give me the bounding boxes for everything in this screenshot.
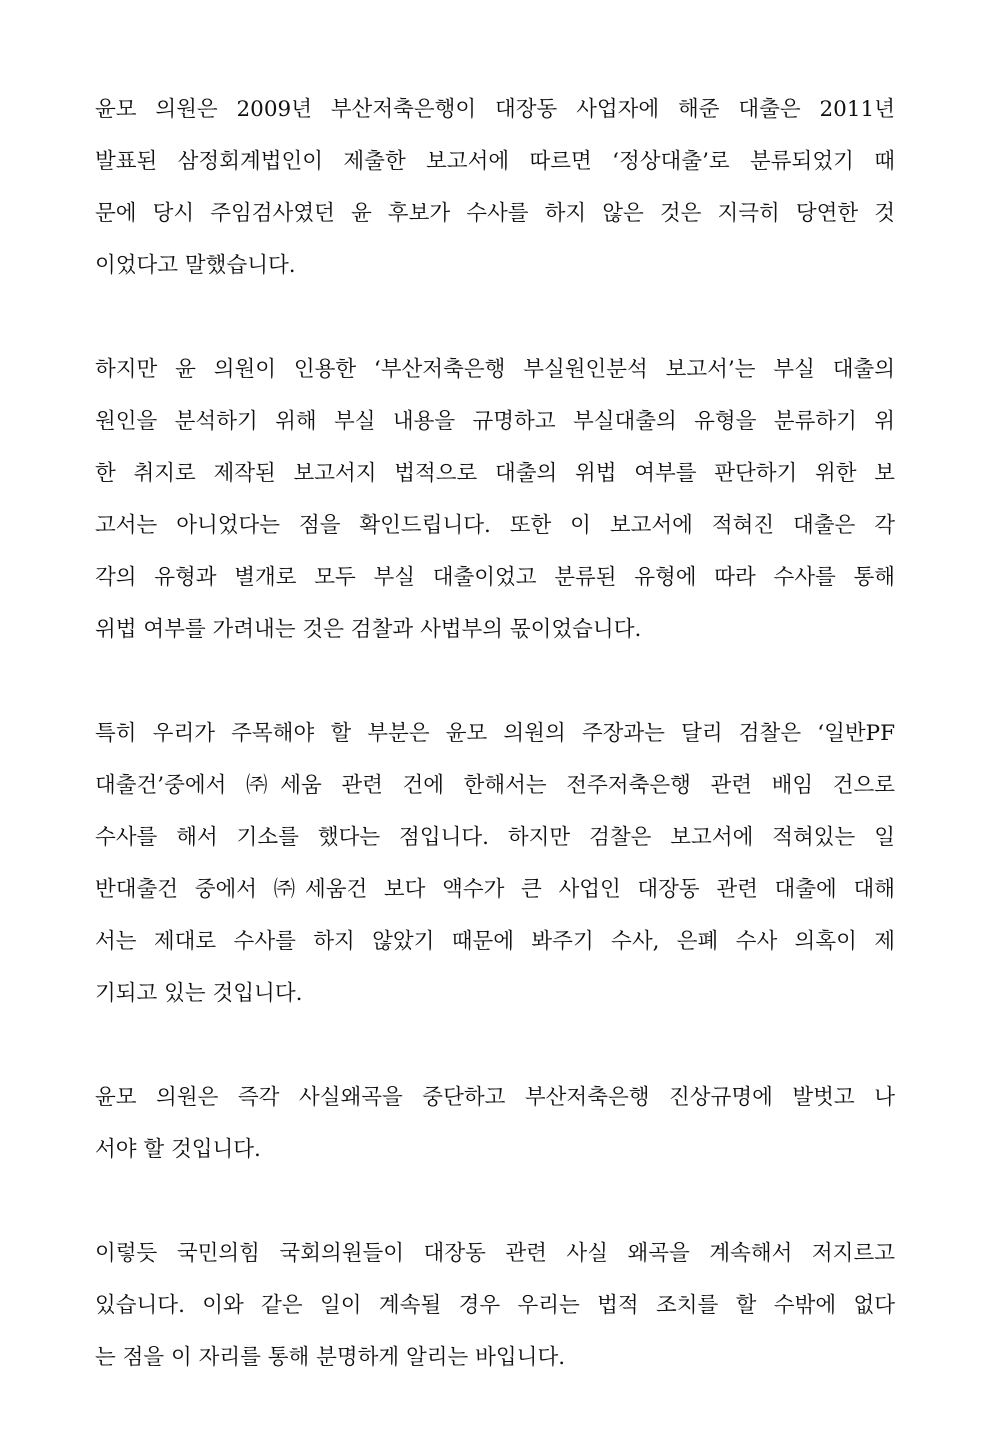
paragraph-line: 기되고 있는 것입니다. [95, 981, 303, 1006]
paragraph-line: 각의 유형과 별개로 모두 부실 대출이었고 분류된 유형에 따라 수사를 통해 [95, 565, 895, 590]
paragraph-4 [95, 1072, 895, 1176]
paragraph-2 [95, 344, 895, 656]
paragraph-line: 서는 제대로 수사를 하지 않았기 때문에 봐주기 수사, 은폐 수사 의혹이 제 [95, 929, 895, 954]
paragraph-line: 대출건’중에서 ㈜세움 관련 건에 한해서는 전주저축은행 관련 배임 건으로 [95, 773, 895, 798]
paragraph-line: 이렇듯 국민의힘 국회의원들이 대장동 관련 사실 왜곡을 계속해서 저지르고 [95, 1241, 895, 1266]
paragraph-line: 문에 당시 주임검사였던 윤 후보가 수사를 하지 않은 것은 지극히 당연한 것 [95, 201, 895, 226]
paragraph-line: 서야 할 것입니다. [95, 1137, 261, 1162]
paragraph-line: 수사를 해서 기소를 했다는 점입니다. 하지만 검찰은 보고서에 적혀있는 일 [95, 825, 895, 850]
document-body [95, 84, 895, 1436]
paragraph-3 [95, 708, 895, 1020]
paragraph-line: 위법 여부를 가려내는 것은 검찰과 사법부의 몫이었습니다. [95, 617, 642, 642]
paragraph-5 [95, 1228, 895, 1384]
paragraph-line: 발표된 삼정회계법인이 제출한 보고서에 따르면 ‘정상대출’로 분류되었기 때 [95, 149, 895, 174]
paragraph-line: 원인을 분석하기 위해 부실 내용을 규명하고 부실대출의 유형을 분류하기 위 [95, 409, 895, 434]
paragraph-line: 고서는 아니었다는 점을 확인드립니다. 또한 이 보고서에 적혀진 대출은 각 [95, 513, 895, 538]
paragraph-line: 한 취지로 제작된 보고서지 법적으로 대출의 위법 여부를 판단하기 위한 보 [95, 461, 895, 486]
paragraph-line: 하지만 윤 의원이 인용한 ‘부산저축은행 부실원인분석 보고서’는 부실 대출의 [95, 357, 895, 382]
paragraph-line: 특히 우리가 주목해야 할 부분은 윤모 의원의 주장과는 달리 검찰은 ‘일반PF [95, 721, 895, 746]
paragraph-line: 반대출건 중에서 ㈜세움건 보다 액수가 큰 사업인 대장동 관련 대출에 대해 [95, 877, 895, 902]
paragraph-line: 이었다고 말했습니다. [95, 253, 296, 278]
paragraph-1 [95, 84, 895, 292]
paragraph-line: 윤모 의원은 2009년 부산저축은행이 대장동 사업자에 해준 대출은 2011년 [95, 97, 895, 122]
paragraph-line: 있습니다. 이와 같은 일이 계속될 경우 우리는 법적 조치를 할 수밖에 없다 [95, 1293, 895, 1318]
paragraph-line: 윤모 의원은 즉각 사실왜곡을 중단하고 부산저축은행 진상규명에 발벗고 나 [95, 1085, 895, 1110]
paragraph-line: 는 점을 이 자리를 통해 분명하게 알리는 바입니다. [95, 1345, 566, 1370]
